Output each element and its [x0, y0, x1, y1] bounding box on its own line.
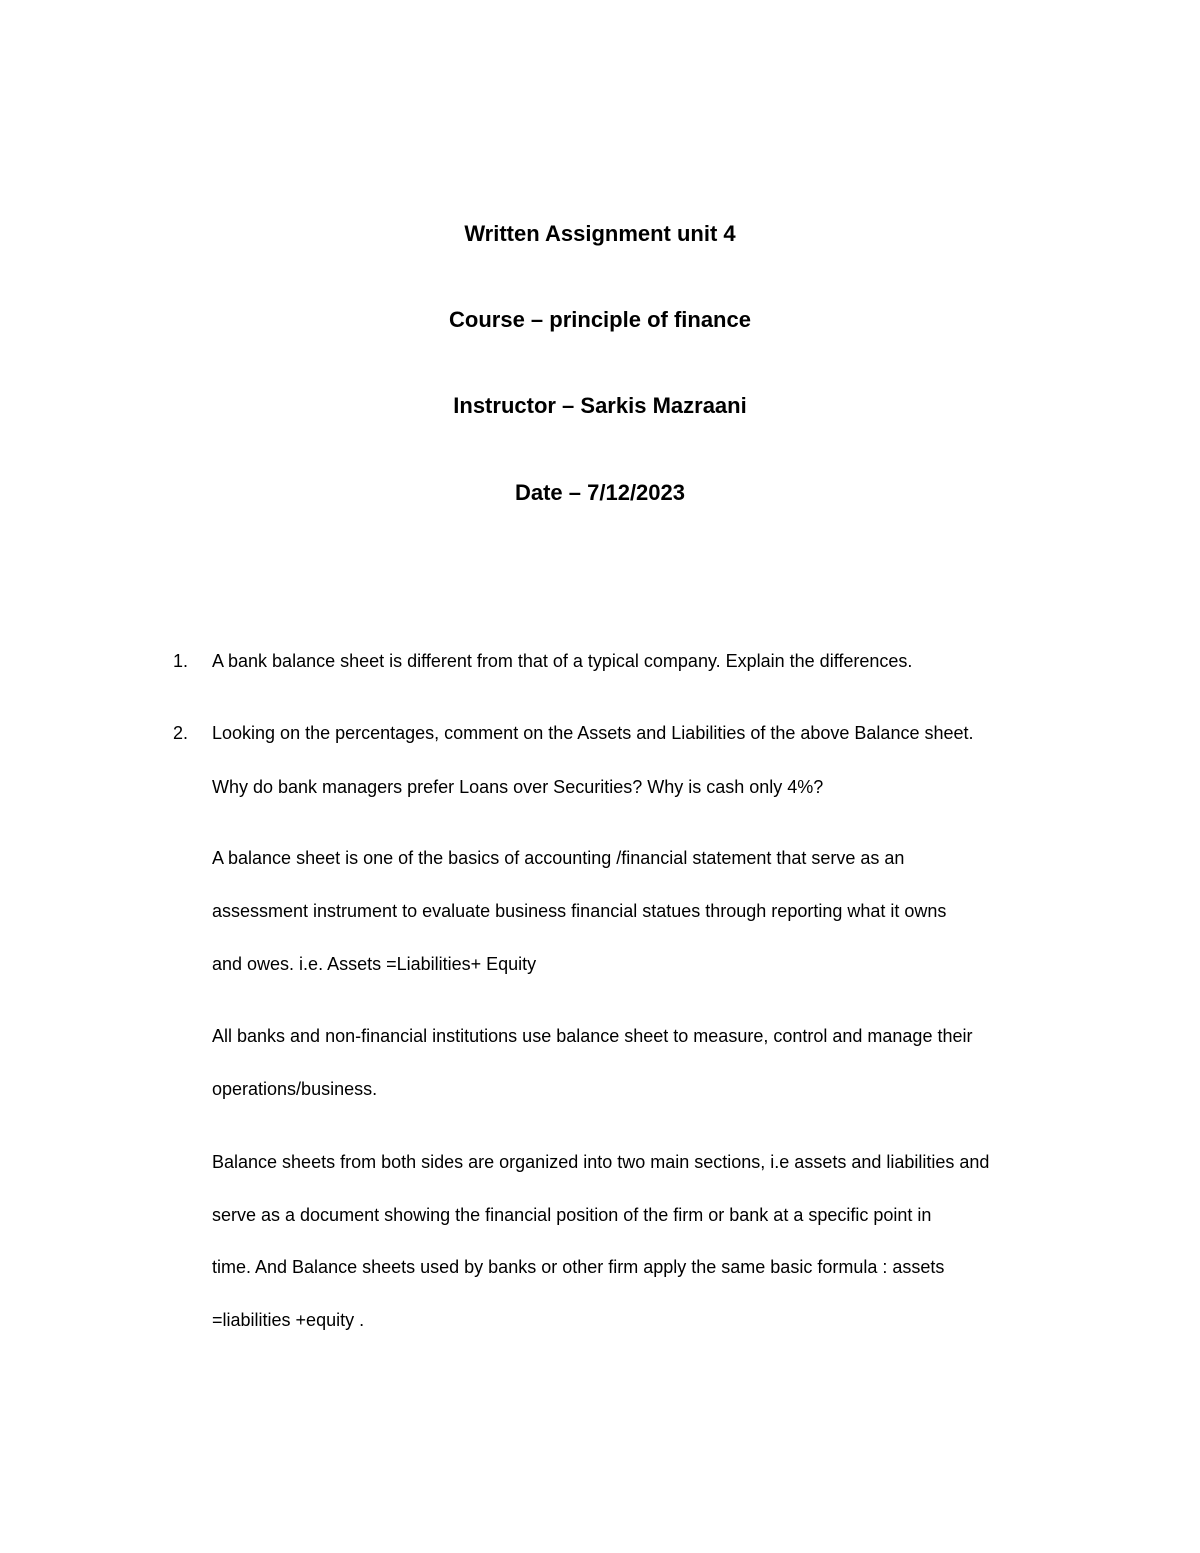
- assignment-title: Written Assignment unit 4: [464, 221, 736, 246]
- question-text: Looking on the percentages, comment on the Assets and Liabilities of the above Balance sheet.: [212, 723, 974, 743]
- paragraph-line: All banks and non-financial institutions use balance sheet to measure, control and manage their: [212, 1026, 973, 1046]
- paragraph-line: =liabilities +equity .: [212, 1310, 365, 1330]
- question-text-continuation: Why do bank managers prefer Loans over Securities? Why is cash only 4%?: [212, 777, 824, 797]
- question-number: 2.: [173, 723, 189, 743]
- paragraph-line: and owes. i.e. Assets =Liabilities+ Equity: [212, 954, 537, 974]
- question-text: A bank balance sheet is different from that of a typical company. Explain the differences.: [212, 651, 913, 671]
- instructor-line: Instructor – Sarkis Mazraani: [453, 393, 747, 418]
- paragraph-line: A balance sheet is one of the basics of accounting /financial statement that serve as an: [212, 848, 905, 868]
- paragraph-line: serve as a document showing the financial position of the firm or bank at a specific point in: [212, 1205, 932, 1225]
- paragraph-line: operations/business.: [212, 1079, 378, 1099]
- paragraph-line: Balance sheets from both sides are organized into two main sections, i.e assets and liabilities and: [212, 1152, 990, 1172]
- date-line: Date – 7/12/2023: [514, 480, 686, 505]
- paragraph-line: time. And Balance sheets used by banks or other firm apply the same basic formula : assets: [212, 1257, 945, 1277]
- question-number: 1.: [173, 651, 189, 671]
- course-line: Course – principle of finance: [449, 307, 751, 332]
- paragraph-line: assessment instrument to evaluate business financial statues through reporting what it owns: [212, 901, 947, 921]
